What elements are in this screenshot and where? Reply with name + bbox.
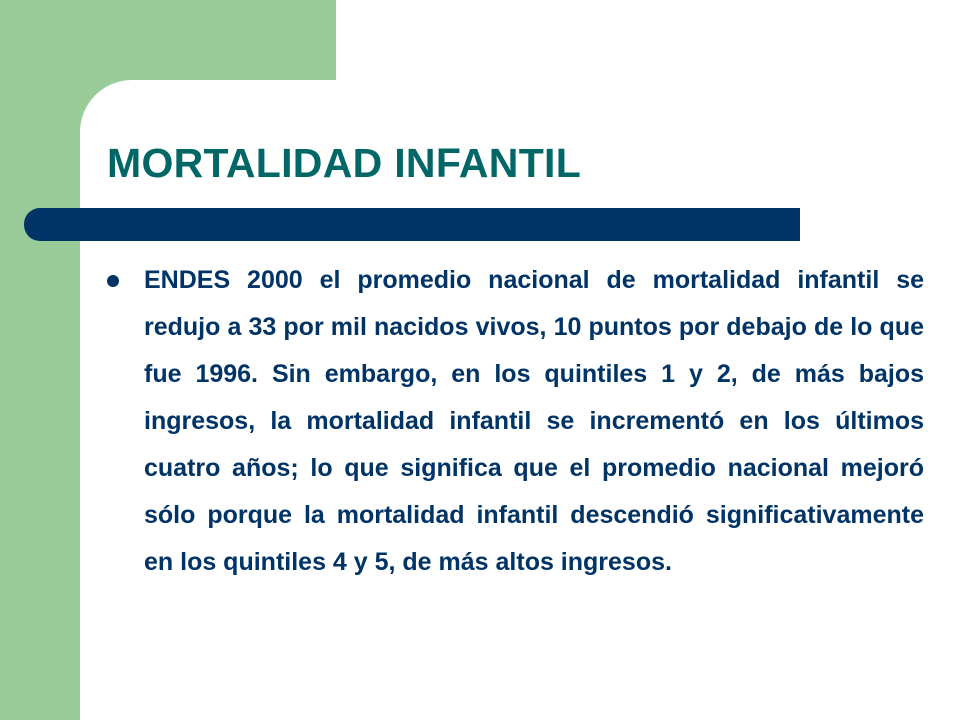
slide-title: MORTALIDAD INFANTIL: [107, 140, 582, 186]
bullet-text: ENDES 2000 el promedio nacional de mortalidad infantil se redujo a 33 por mil nacidos vivos, 10 puntos por debajo de lo que fue 1996. Sin embargo, en los quintiles 1 y 2, de más bajos ingresos, la mortalidad infantil se incrementó en los últimos cuatro años; lo que significa que el promedio nacional mejoró sólo porque la mortalidad infantil descendió significativamente en los quintiles 4 y 5, de más altos ingresos.: [144, 266, 924, 576]
title-underline-bar: [24, 208, 800, 241]
bullet-dot-icon: [107, 275, 119, 287]
